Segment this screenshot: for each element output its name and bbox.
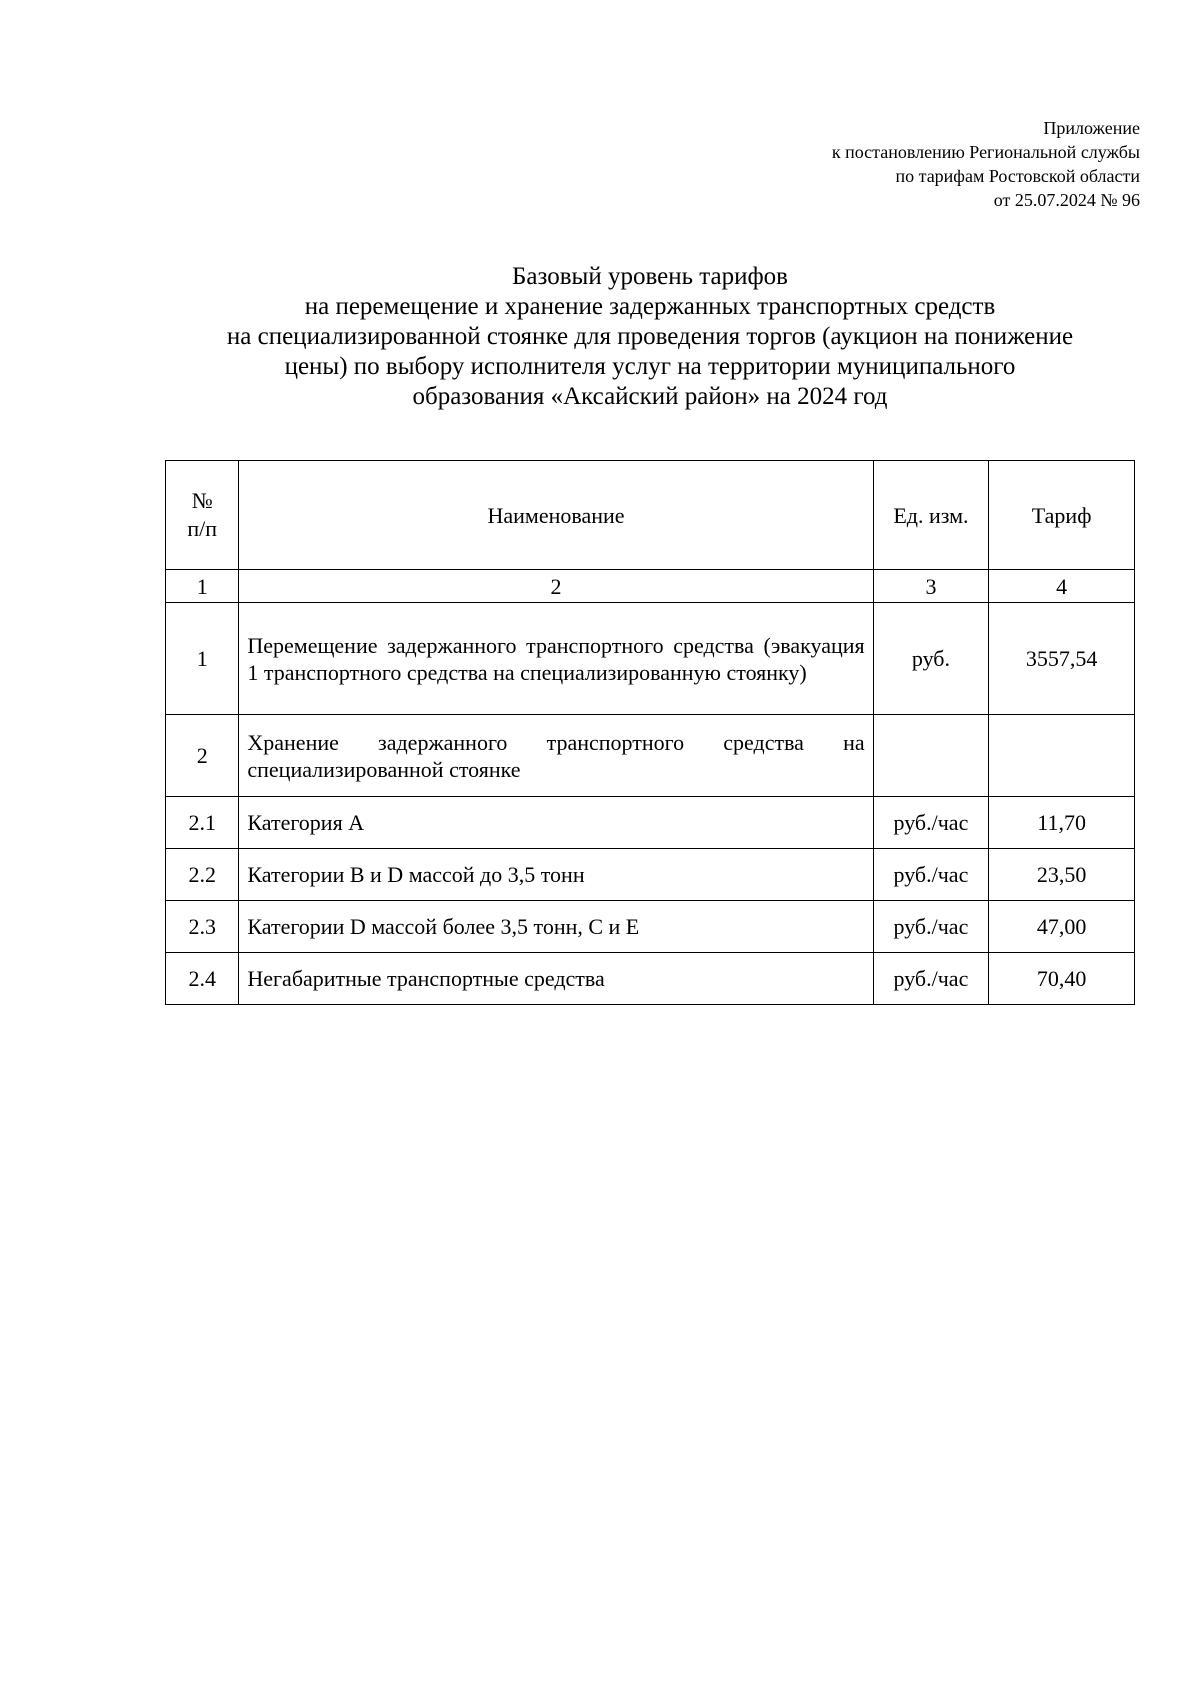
annex-line-3: по тарифам Ростовской области (895, 166, 1140, 186)
annex-header (832, 116, 1140, 212)
row-unit: руб./час (873, 849, 989, 901)
table-row (166, 797, 1135, 849)
title-line-1: Базовый уровень тарифов (512, 263, 788, 290)
row-number: 2.1 (166, 797, 239, 849)
document-title (165, 262, 1135, 412)
row-unit: руб./час (873, 797, 989, 849)
table-header-row (166, 461, 1135, 570)
table-row (166, 603, 1135, 715)
table-row (166, 901, 1135, 953)
row-name: Хранение задержанного транспортного средства на специализированной стоянке (239, 715, 873, 797)
row-name: Категории D массой более 3,5 тонн, C и E (239, 901, 873, 953)
header-unit: Ед. изм. (873, 461, 989, 570)
row-tariff (989, 715, 1135, 797)
column-index-cell: 4 (989, 570, 1135, 603)
header-num (166, 461, 239, 570)
annex-line-2: к постановлению Региональной службы (831, 142, 1140, 162)
row-tariff: 23,50 (989, 849, 1135, 901)
table-row (166, 849, 1135, 901)
header-tariff: Тариф (989, 461, 1135, 570)
row-number: 2.3 (166, 901, 239, 953)
row-number: 2 (166, 715, 239, 797)
column-index-row (166, 570, 1135, 603)
title-line-2: на перемещение и хранение задержанных транспортных средств (304, 293, 996, 320)
row-number: 2.4 (166, 953, 239, 1005)
row-tariff: 11,70 (989, 797, 1135, 849)
title-line-5: образования «Аксайский район» на 2024 год (412, 383, 888, 410)
table-row (166, 715, 1135, 797)
header-name: Наименование (239, 461, 873, 570)
row-tariff: 47,00 (989, 901, 1135, 953)
header-num-symbol: № (191, 488, 213, 513)
table-row (166, 953, 1135, 1005)
column-index-cell: 3 (873, 570, 989, 603)
column-index-cell: 2 (239, 570, 873, 603)
row-tariff: 70,40 (989, 953, 1135, 1005)
header-num-abbr: п/п (187, 516, 218, 541)
row-name: Категория А (239, 797, 873, 849)
annex-line-1: Приложение (1043, 118, 1140, 138)
row-name: Перемещение задержанного транспортного средства (эвакуация 1 транспортного средства на специализированную стоянку) (239, 603, 873, 715)
row-unit: руб./час (873, 901, 989, 953)
row-name: Категории B и D массой до 3,5 тонн (239, 849, 873, 901)
column-index-cell: 1 (166, 570, 239, 603)
row-number: 2.2 (166, 849, 239, 901)
title-line-3: на специализированной стоянке для проведения торгов (аукцион на понижение (226, 323, 1074, 350)
tariff-table (165, 460, 1135, 1005)
row-name: Негабаритные транспортные средства (239, 953, 873, 1005)
row-number: 1 (166, 603, 239, 715)
row-unit: руб./час (873, 953, 989, 1005)
row-unit: руб. (873, 603, 989, 715)
annex-line-4: от 25.07.2024 № 96 (993, 190, 1140, 210)
row-tariff: 3557,54 (989, 603, 1135, 715)
row-unit (873, 715, 989, 797)
title-line-4: цены) по выбору исполнителя услуг на территории муниципального (284, 353, 1016, 380)
